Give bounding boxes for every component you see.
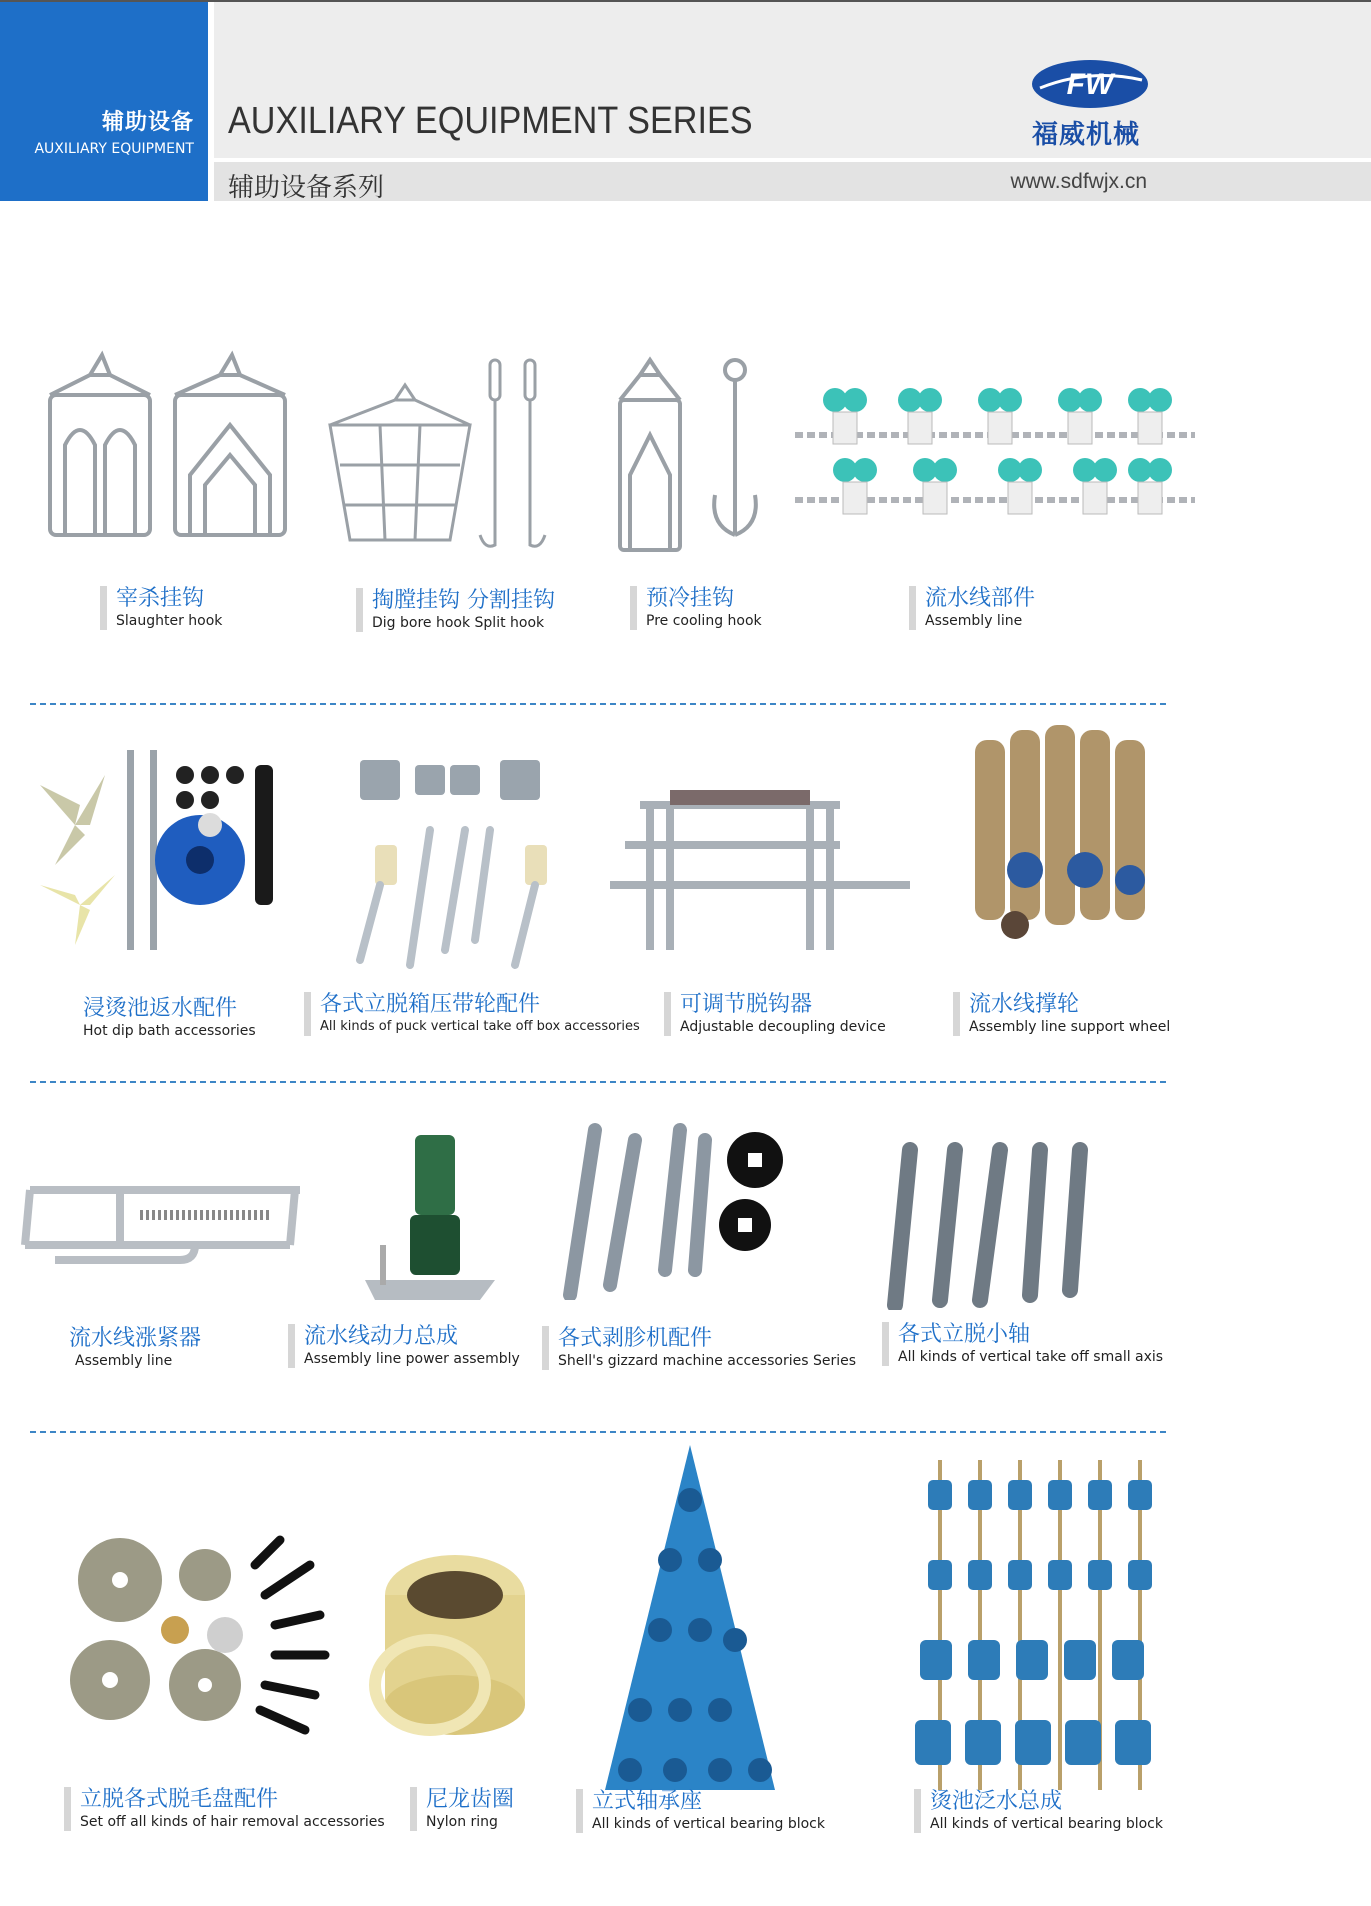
row-divider (30, 703, 1166, 705)
caption-en: Hot dip bath accessories (83, 1023, 256, 1039)
page-subtitle: 辅助设备系列 (228, 173, 385, 203)
caption-en: All kinds of vertical bearing block (592, 1816, 825, 1832)
caption-decoupling-device (664, 992, 886, 1036)
caption-en: Assembly line support wheel (969, 1019, 1171, 1035)
caption-cn: 各式立脱箱压带轮配件 (320, 992, 541, 1017)
caption-cn: 烫池泛水总成 (930, 1789, 1063, 1814)
caption-en: Pre cooling hook (646, 613, 762, 629)
caption-en: Assembly line power assembly (304, 1351, 520, 1367)
caption-gizzard-accessories (542, 1326, 856, 1370)
caption-tensioner (60, 1326, 201, 1370)
caption-cn: 流水线动力总成 (304, 1324, 459, 1349)
split-hook-image (320, 355, 560, 555)
caption-cn: 尼龙齿圈 (426, 1787, 515, 1812)
section-tab (0, 2, 208, 201)
caption-cn: 各式立脱小轴 (898, 1322, 1031, 1347)
caption-cn: 预冷挂钩 (646, 586, 735, 611)
nylon-ring-image (365, 1545, 535, 1745)
caption-split-hook (356, 588, 555, 632)
scald-pool-assembly-image (900, 1440, 1180, 1800)
logo-letters: FW (1066, 68, 1114, 101)
vertical-bearing-block-image (600, 1440, 780, 1800)
section-title-cn: 辅助设备 (101, 110, 194, 135)
caption-puck-box (304, 992, 640, 1036)
caption-en: Assembly line (75, 1353, 173, 1369)
caption-nylon-ring (410, 1787, 514, 1831)
row-divider (30, 1081, 1166, 1083)
caption-en: Nylon ring (426, 1814, 498, 1830)
caption-pre-cooling-hook (630, 586, 762, 630)
caption-cn: 浸烫池返水配件 (83, 996, 238, 1021)
brand-name: 福威机械 (1032, 120, 1141, 150)
page-title: AUXILIARY EQUIPMENT SERIES (228, 100, 753, 142)
caption-cn: 宰杀挂钩 (116, 586, 205, 611)
puck-take-off-box-accessories-image (330, 750, 570, 970)
caption-vertical-bearing (576, 1789, 825, 1833)
hair-removal-discs-image (65, 1535, 335, 1745)
row-divider (30, 1431, 1166, 1433)
caption-hot-dip-bath (72, 996, 256, 1040)
section-title-en: AUXILIARY EQUIPMENT (34, 141, 194, 157)
assembly-line-chain-image (795, 380, 1195, 530)
caption-en: Dig bore hook Split hook (372, 615, 545, 631)
caption-power-assembly (288, 1324, 520, 1368)
caption-slaughter-hook (100, 586, 222, 630)
website-link[interactable]: www.sdfwjx.cn (1010, 170, 1147, 193)
pre-cooling-hook-image (610, 355, 780, 565)
caption-cn: 流水线部件 (925, 586, 1036, 611)
tensioner-image (20, 1175, 300, 1285)
decoupling-device-image (610, 785, 910, 955)
caption-small-axis (882, 1322, 1163, 1366)
subheader-band (214, 162, 1371, 201)
caption-cn: 各式剥胗机配件 (558, 1326, 713, 1351)
hot-dip-bath-accessories-image (35, 745, 295, 955)
caption-en: Shell's gizzard machine accessories Series (558, 1353, 857, 1369)
caption-cn: 流水线涨紧器 (69, 1326, 202, 1351)
caption-en: Assembly line (925, 613, 1023, 629)
caption-hair-removal (64, 1787, 385, 1831)
caption-en: Adjustable decoupling device (680, 1019, 886, 1035)
power-assembly-image (360, 1130, 500, 1310)
caption-en: All kinds of vertical take off small axis (898, 1349, 1164, 1365)
slaughter-hook-image (40, 345, 300, 545)
caption-cn: 流水线撑轮 (969, 992, 1080, 1017)
caption-scald-pool (914, 1789, 1163, 1833)
caption-en: Slaughter hook (116, 613, 223, 629)
caption-cn: 立脱各式脱毛盘配件 (80, 1787, 279, 1812)
caption-en: Set off all kinds of hair removal accessories (80, 1814, 385, 1830)
caption-cn: 立式轴承座 (592, 1789, 703, 1814)
caption-assembly-line (909, 586, 1035, 630)
small-axis-image (880, 1140, 1100, 1310)
caption-en: All kinds of puck vertical take off box accessories (320, 1019, 640, 1034)
caption-en: All kinds of vertical bearing block (930, 1816, 1163, 1832)
caption-cn: 可调节脱钩器 (680, 992, 813, 1017)
gizzard-machine-accessories-image (555, 1120, 795, 1300)
caption-support-wheel (953, 992, 1170, 1036)
support-wheel-image (955, 720, 1155, 940)
caption-cn: 掏膛挂钩 分割挂钩 (372, 588, 555, 613)
